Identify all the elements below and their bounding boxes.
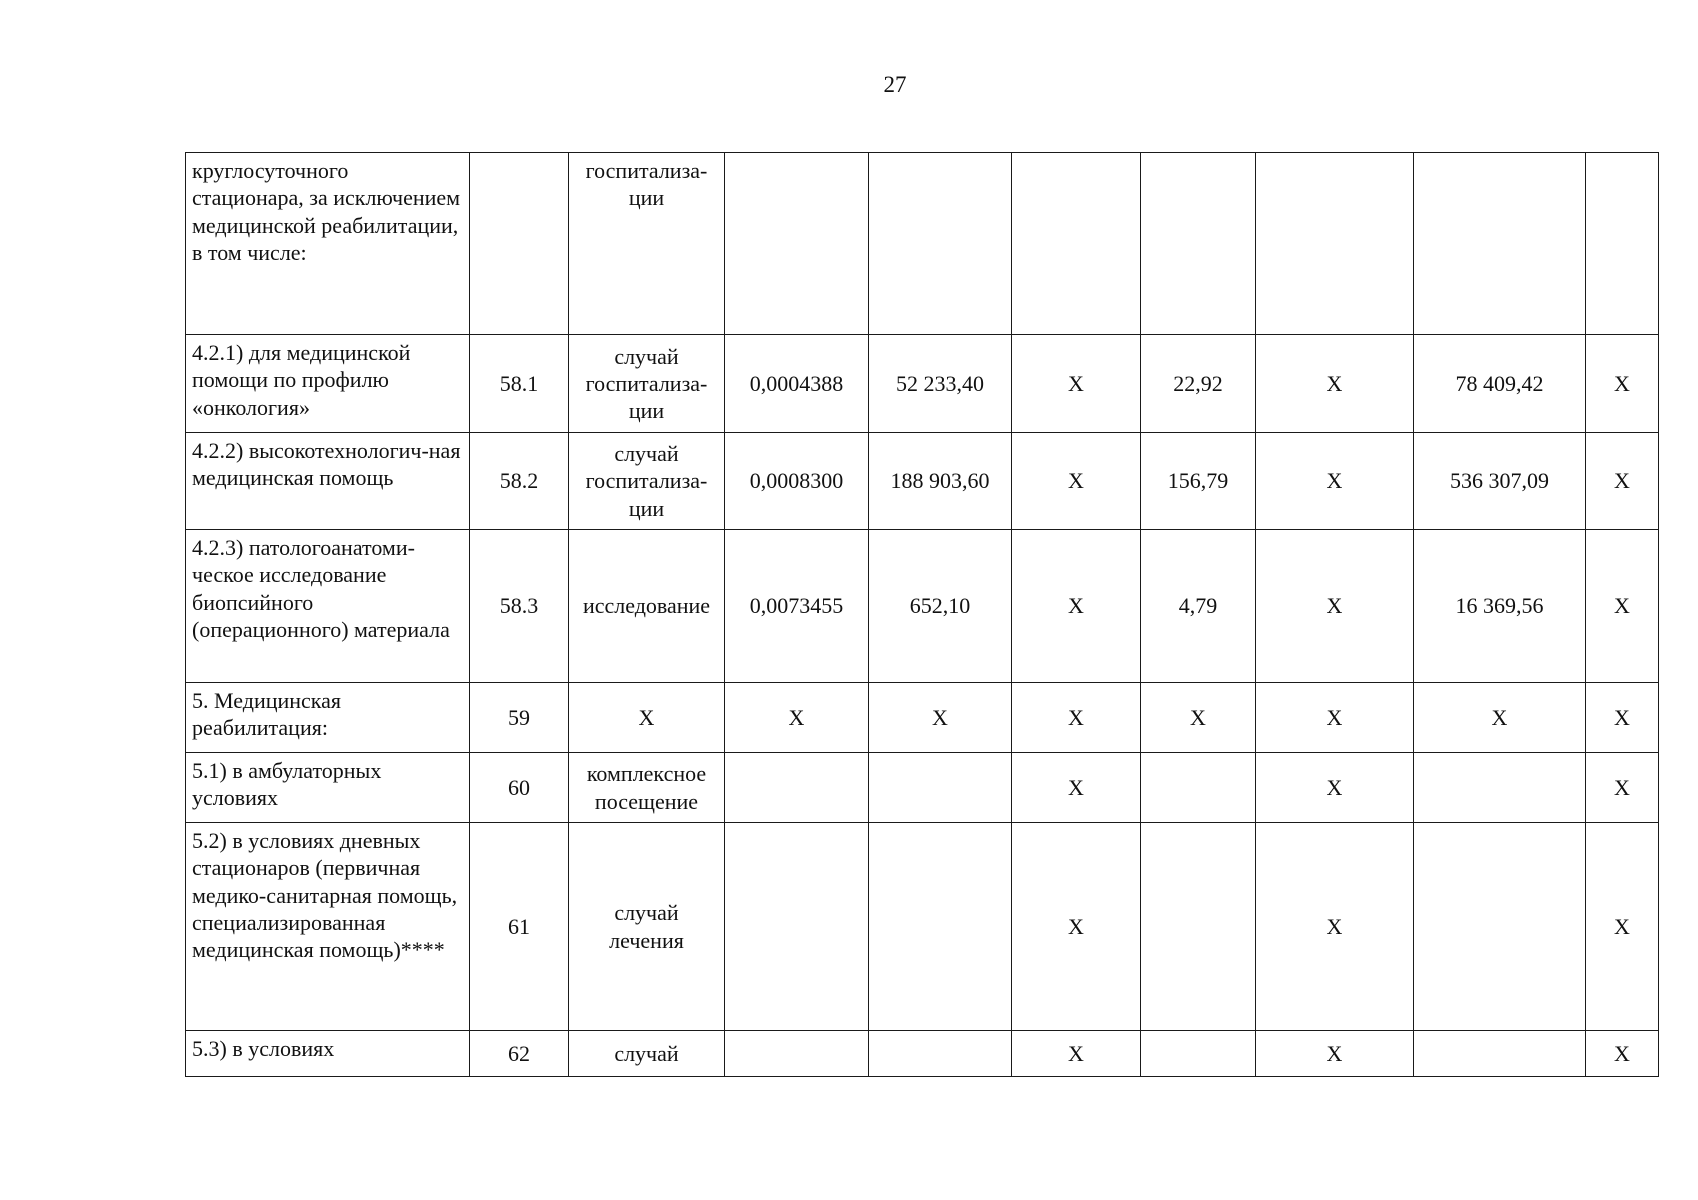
row-name-cell: 4.2.3) патологоанатоми-ческое исследование биопсийного (операционного) материала <box>186 530 470 683</box>
table-row <box>186 823 1659 1031</box>
table-row <box>186 683 1659 753</box>
table-cell: Х <box>1414 683 1586 753</box>
row-name-cell: 5. Медицинская реабилитация: <box>186 683 470 753</box>
table-cell <box>869 753 1012 823</box>
table-cell: Х <box>1586 1031 1659 1077</box>
unit-cell: случай <box>569 1031 725 1077</box>
table-cell: Х <box>1012 753 1141 823</box>
row-number-cell: 60 <box>470 753 569 823</box>
data-table <box>185 152 1659 1077</box>
table-cell: 188 903,60 <box>869 433 1012 530</box>
unit-cell: случай госпитализа-ции <box>569 335 725 433</box>
table-cell: 4,79 <box>1141 530 1256 683</box>
table-cell <box>725 753 869 823</box>
table-cell: Х <box>1256 753 1414 823</box>
table-cell: Х <box>1256 335 1414 433</box>
table-cell: Х <box>1256 683 1414 753</box>
row-name-cell: 5.2) в условиях дневных стационаров (первичная медико-санитарная помощь, специализированная медицинская помощь)**** <box>186 823 470 1031</box>
row-name-cell: 5.3) в условиях <box>186 1031 470 1077</box>
table-cell: Х <box>1586 753 1659 823</box>
row-number-cell: 58.1 <box>470 335 569 433</box>
table-cell: Х <box>1141 683 1256 753</box>
table-row <box>186 1031 1659 1077</box>
table-cell <box>1256 153 1414 335</box>
unit-cell: комплексное посещение <box>569 753 725 823</box>
unit-cell: случай лечения <box>569 823 725 1031</box>
table-cell: Х <box>1012 1031 1141 1077</box>
table-cell: Х <box>725 683 869 753</box>
table-cell: 156,79 <box>1141 433 1256 530</box>
table-cell <box>869 153 1012 335</box>
table-cell: 0,0008300 <box>725 433 869 530</box>
table-row <box>186 753 1659 823</box>
table-cell: Х <box>1256 530 1414 683</box>
table-cell: 536 307,09 <box>1414 433 1586 530</box>
table-cell <box>1141 153 1256 335</box>
row-number-cell: 62 <box>470 1031 569 1077</box>
table-cell <box>725 153 869 335</box>
table-cell: 0,0004388 <box>725 335 869 433</box>
row-number-cell: 58.3 <box>470 530 569 683</box>
table-cell <box>1141 753 1256 823</box>
table-cell: 52 233,40 <box>869 335 1012 433</box>
table-cell: Х <box>1256 1031 1414 1077</box>
table-cell <box>1414 1031 1586 1077</box>
table-cell: Х <box>1586 433 1659 530</box>
table-cell <box>1012 153 1141 335</box>
row-number-cell: 59 <box>470 683 569 753</box>
table-cell: Х <box>1012 530 1141 683</box>
table-cell: 22,92 <box>1141 335 1256 433</box>
table-cell: Х <box>1586 823 1659 1031</box>
table-cell <box>1141 1031 1256 1077</box>
table-row <box>186 335 1659 433</box>
row-number-cell: 61 <box>470 823 569 1031</box>
table-cell: 78 409,42 <box>1414 335 1586 433</box>
table-cell <box>1141 823 1256 1031</box>
table-cell: Х <box>1586 683 1659 753</box>
row-name-cell: 5.1) в амбулаторных условиях <box>186 753 470 823</box>
table-cell: Х <box>1012 335 1141 433</box>
table-cell: Х <box>1012 433 1141 530</box>
table-row <box>186 530 1659 683</box>
table-cell: 16 369,56 <box>1414 530 1586 683</box>
table-cell: Х <box>1012 683 1141 753</box>
row-number-cell <box>470 153 569 335</box>
unit-cell: исследование <box>569 530 725 683</box>
table-cell: Х <box>1256 823 1414 1031</box>
table-cell <box>869 1031 1012 1077</box>
table-cell: Х <box>1586 335 1659 433</box>
table-cell: Х <box>1012 823 1141 1031</box>
row-name-cell: 4.2.2) высокотехнологич-ная медицинская помощь <box>186 433 470 530</box>
table-cell: Х <box>1256 433 1414 530</box>
table-cell: 652,10 <box>869 530 1012 683</box>
unit-cell: госпитализа-ции <box>569 153 725 335</box>
table-cell <box>725 823 869 1031</box>
table-cell <box>1414 753 1586 823</box>
table-cell: Х <box>1586 530 1659 683</box>
table-cell <box>1586 153 1659 335</box>
table-cell <box>1414 823 1586 1031</box>
table-cell <box>869 823 1012 1031</box>
row-number-cell: 58.2 <box>470 433 569 530</box>
table-row <box>186 433 1659 530</box>
table-cell: 0,0073455 <box>725 530 869 683</box>
table-row <box>186 153 1659 335</box>
row-name-cell: 4.2.1) для медицинской помощи по профилю «онкология» <box>186 335 470 433</box>
table-cell: Х <box>869 683 1012 753</box>
table-cell <box>725 1031 869 1077</box>
unit-cell: Х <box>569 683 725 753</box>
table-cell <box>1414 153 1586 335</box>
unit-cell: случай госпитализа-ции <box>569 433 725 530</box>
page-number: 27 <box>883 72 907 97</box>
row-name-cell: круглосуточного стационара, за исключением медицинской реабилитации, в том числе: <box>186 153 470 335</box>
